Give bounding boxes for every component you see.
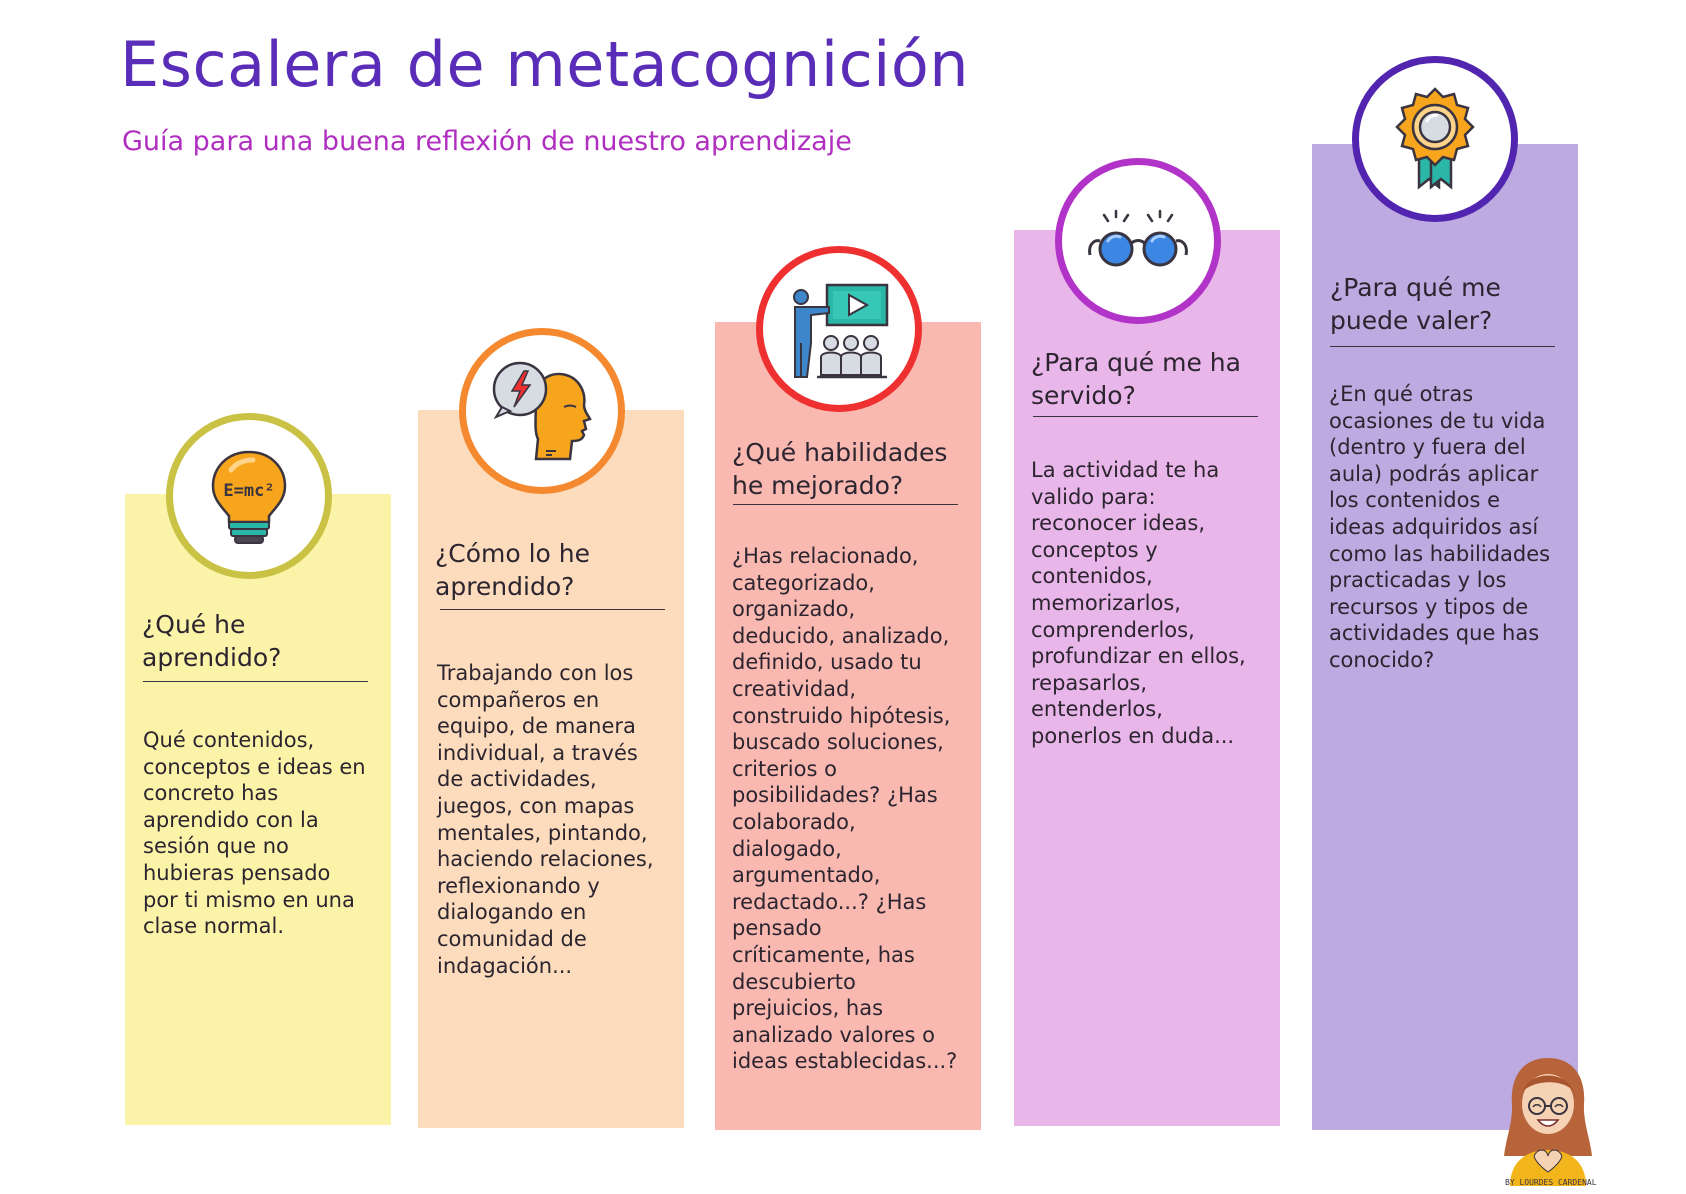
lightbulb-icon <box>197 444 301 548</box>
step-5-icon-ring <box>1352 56 1518 222</box>
step-4-body: La actividad te ha valido para: reconocer ideas, conceptos y contenidos, memorizarlos, comprenderlos, profundizar en ellos, repasarlos, entenderlos, ponerlos en duda... <box>1031 458 1246 748</box>
step-5-heading-rule <box>1330 346 1555 347</box>
glasses-icon <box>1086 189 1190 293</box>
step-3-heading: ¿Qué habilidades he mejorado? <box>732 438 948 500</box>
step-4-icon-ring <box>1055 158 1221 324</box>
step-2-heading-rule <box>440 609 665 610</box>
lightbulb-formula: E=mc² <box>223 481 275 501</box>
step-2-heading: ¿Cómo lo he aprendido? <box>435 539 591 601</box>
step-5-heading: ¿Para qué me puede valer? <box>1330 273 1501 335</box>
author-avatar-illustration <box>1496 1052 1600 1186</box>
step-2-body: Trabajando con los compañeros en equipo, de manera individual, a través de actividades, juegos, con mapas mentales, pintando, haciendo relaciones, reflexionando y dialogando en comunidad de indagación... <box>437 661 654 978</box>
step-1-icon-ring <box>166 413 332 579</box>
step-1-heading-rule <box>143 681 368 682</box>
award-medal-icon <box>1383 87 1487 191</box>
step-3-heading-rule <box>733 504 958 505</box>
page-subtitle: Guía para una buena reflexión de nuestro aprendizaje <box>122 126 852 157</box>
step-2-icon-ring <box>459 328 625 494</box>
step-1-body: Qué contenidos, conceptos e ideas en concreto has aprendido con la sesión que no hubieras pensado por ti mismo en una clase normal. <box>143 728 366 939</box>
presentation-icon <box>787 277 891 381</box>
step-5-body: ¿En qué otras ocasiones de tu vida (dentro y fuera del aula) podrás aplicar los contenidos e ideas adquiridos así como las habilidades practicadas y los recursos y tipos de actividades que has conocido? <box>1329 382 1551 672</box>
author-credit: BY LOURDES CARDENAL <box>1505 1178 1597 1187</box>
step-4-heading: ¿Para qué me ha servido? <box>1031 348 1241 410</box>
step-1-heading: ¿Qué he aprendido? <box>142 610 282 672</box>
brain-idea-icon <box>490 359 594 463</box>
step-4-heading-rule <box>1033 416 1258 417</box>
step-3-icon-ring <box>756 246 922 412</box>
step-3-body: ¿Has relacionado, categorizado, organizado, deducido, analizado, definido, usado tu creatividad, construido hipótesis, buscado soluciones, criterios o posibilidades? ¿Has colaborado, dialogado, argumentado, redactado...? ¿Has pensado críticamente, has descubierto prejuicios, has analizado valores o ideas establecidas...? <box>732 544 958 1074</box>
page-title: Escalera de metacognición <box>120 28 970 101</box>
